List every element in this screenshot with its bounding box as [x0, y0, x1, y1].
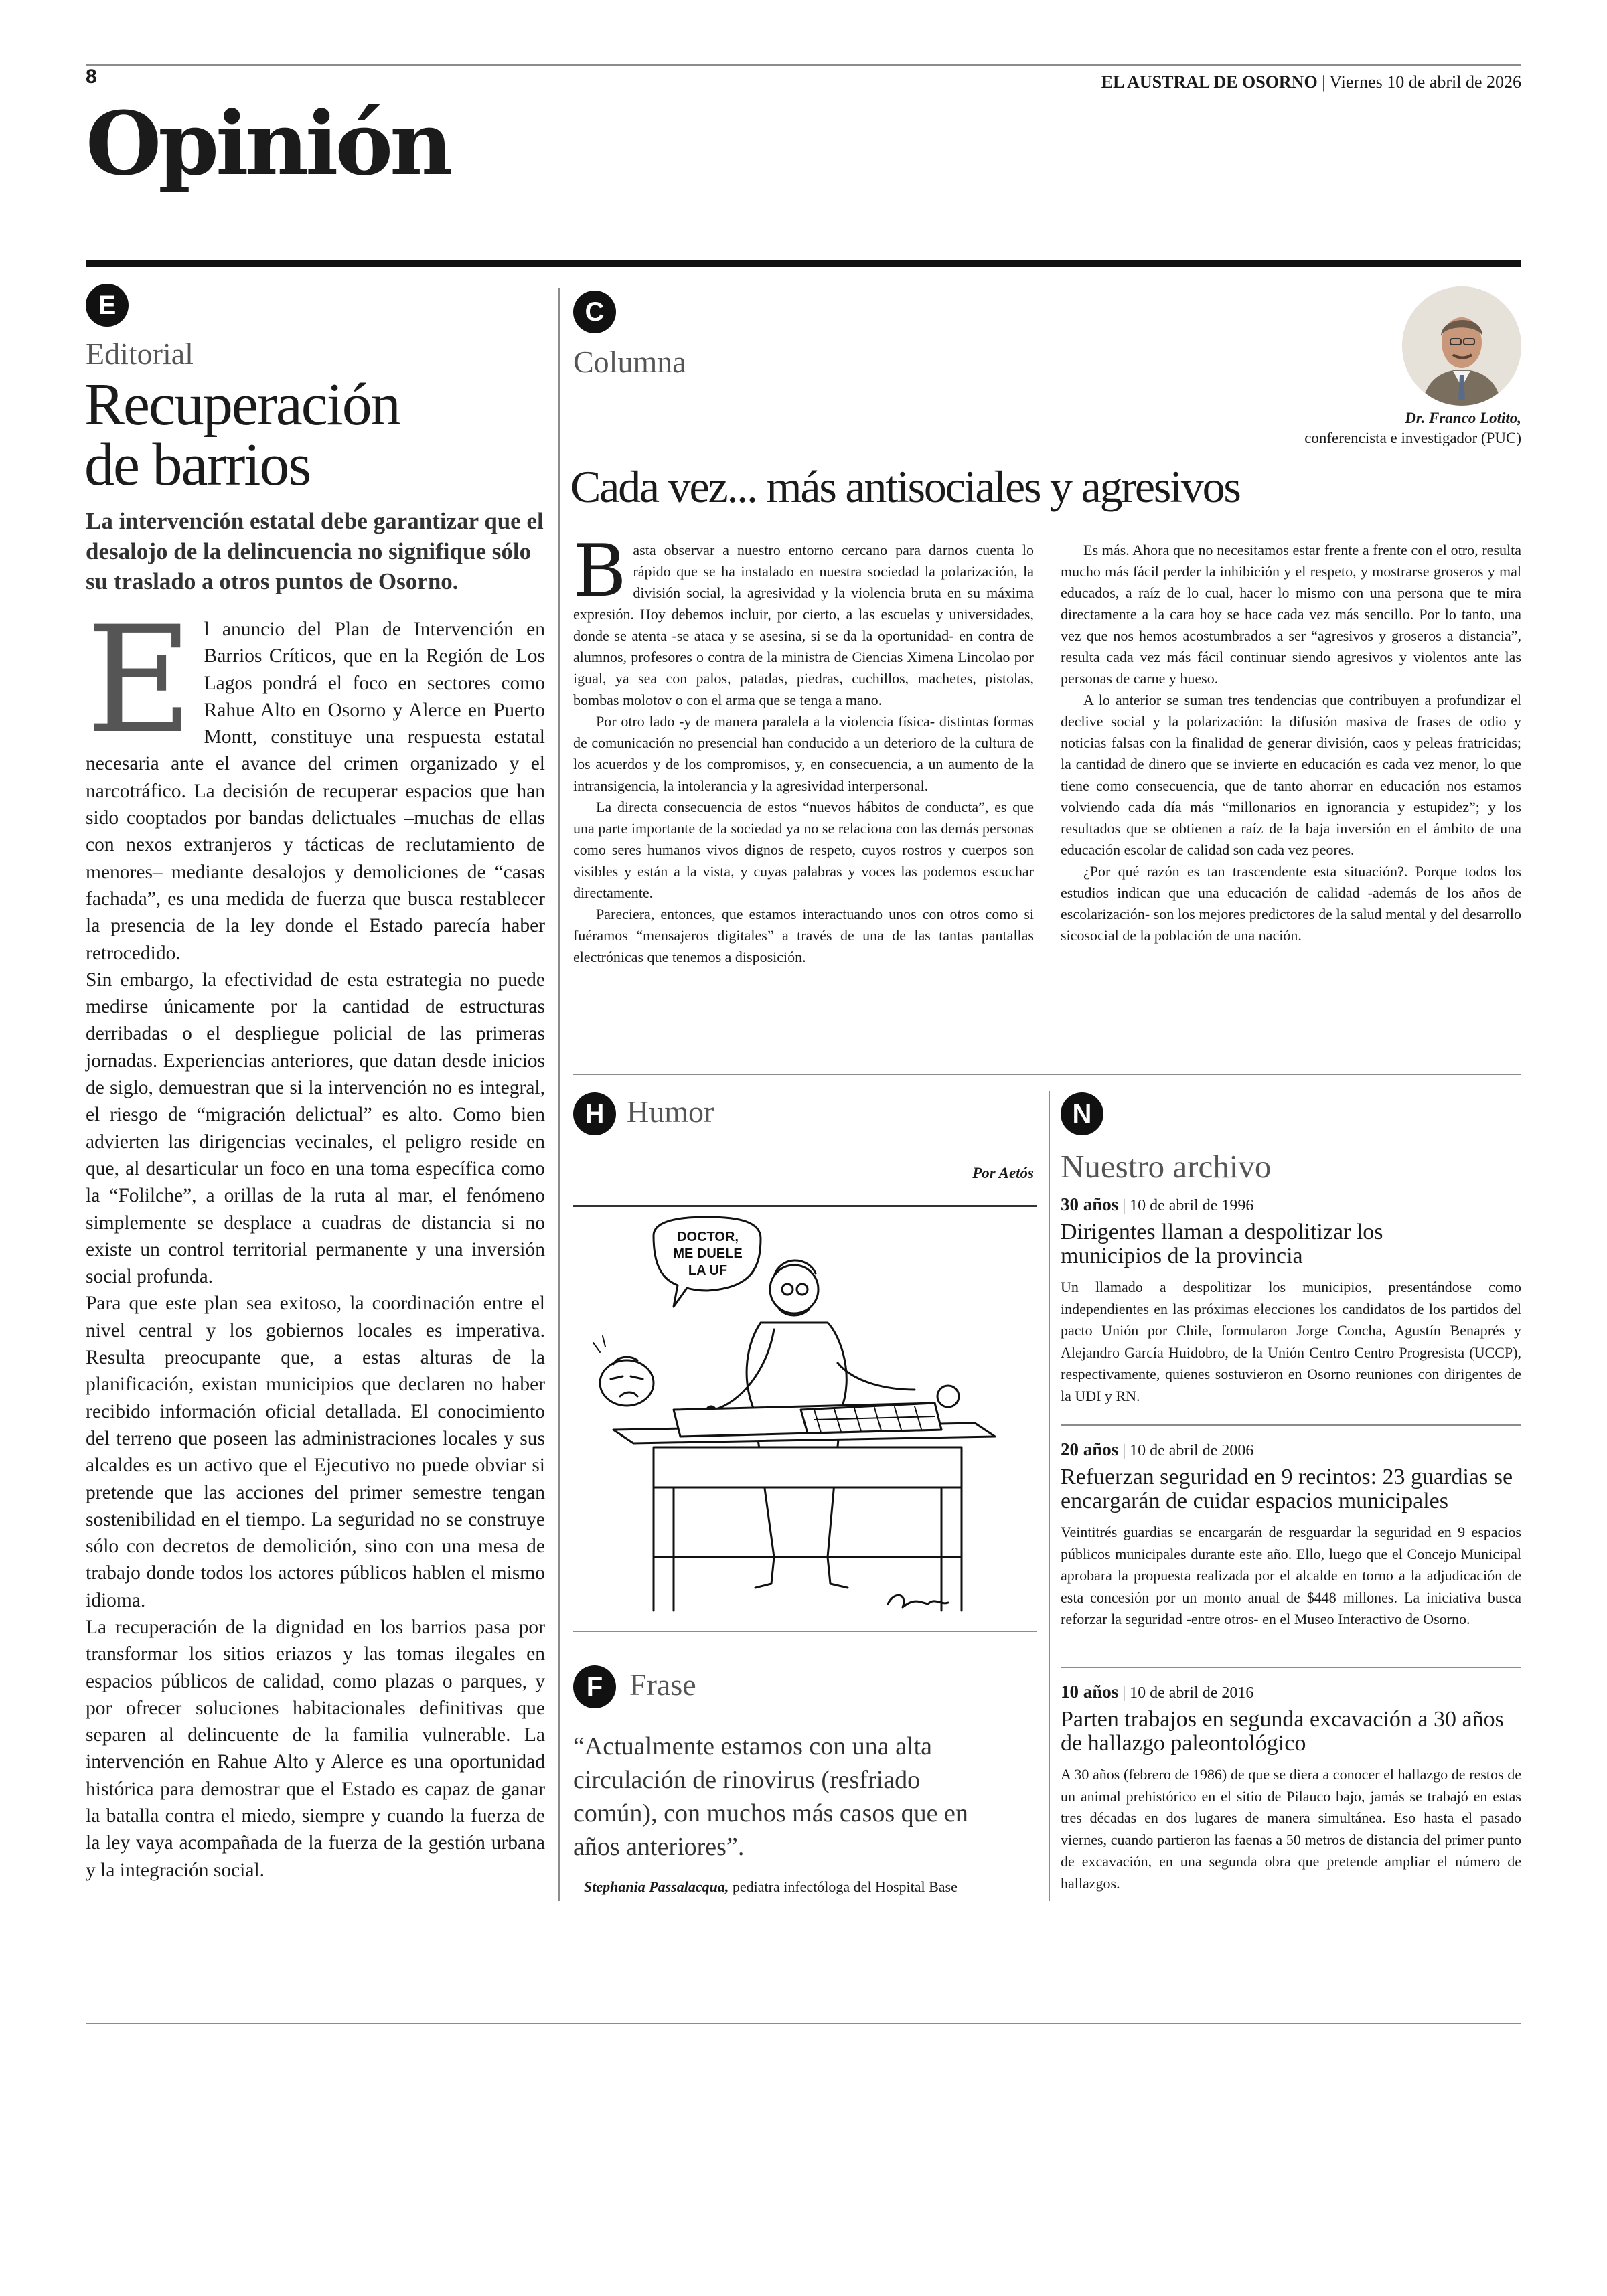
- column-badge: C: [573, 291, 616, 333]
- archive-item-title: Dirigentes llaman a despolitizar los municipios de la provincia: [1061, 1220, 1383, 1268]
- archive-item-date: 10 de abril de 1996: [1130, 1197, 1254, 1214]
- editorial-title: [84, 372, 400, 498]
- editorial-paragraph-4: La recuperación de la dignidad en los barrios pasa por transformar los sitios eriazos y las tomas ilegales en espacios públicos de calidad, como plazas o parques, y por ofrecer soluciones habitacionales definitivas que separen al delincuente de la familia vulnerable. La intervención en Rahue Alto y Alerce es una oportunidad histórica para demostrar que el Estado es capaz de ganar la batalla contra el miedo, siempre y cuando la fuerza de la ley vaya acompañada de la fuerza de la gestión urbana y la integración social.: [86, 1616, 545, 1881]
- column-drop-cap: B: [573, 529, 627, 613]
- archive-item-years: 10 años: [1061, 1682, 1119, 1702]
- archive-rule-2: [1061, 1667, 1521, 1668]
- archive-kicker: Nuestro archivo: [1061, 1148, 1272, 1185]
- cartoon-doctor-patient-icon: [573, 1209, 1037, 1624]
- column-body-right: [1061, 540, 1521, 947]
- archive-item-header: 20 años | 10 de abril de 2006: [1061, 1439, 1254, 1459]
- archive-badge: N: [1061, 1092, 1103, 1135]
- editorial-drop-cap: E: [86, 594, 194, 766]
- humor-credit: Por Aetós: [972, 1165, 1034, 1181]
- footer-rule: [86, 2023, 1521, 2024]
- editorial-paragraph-3: Para que este plan sea exitoso, la coordinación entre el nivel central y los gobiernos locales es imperativa. Resulta preocupante que, a estas alturas de la planificación, existan municipios que declaren no haber recibido información oficial detallada. El conocimiento del terreno que poseen las administraciones locales y sus alcaldes es un activo que el Ejecutivo no puede obviar si pretende que las acciones del primer semestre tengan sostenibilidad en el tiempo. La seguridad no se construye sólo con decretos de demolición, sino con una mesa de trabajo donde todos los actores públicos hablen el mismo idioma.: [86, 1293, 545, 1611]
- humor-cartoon: [573, 1209, 1037, 1624]
- editorial-kicker: Editorial: [86, 337, 194, 371]
- cartoon-bubble-line-1: DOCTOR,: [677, 1230, 739, 1244]
- column-right-paragraph-3: ¿Por qué razón es tan trascendente esta situación?. Porque todos los estudios indican que una educación de calidad -además de los años de escolarización- son los mejores predictores de la salud mental y del desarrollo sicosocial de la población de una nación.: [1061, 863, 1521, 944]
- top-rule: [86, 64, 1521, 66]
- editorial-paragraph-2: Sin embargo, la efectividad de esta estrategia no puede medirse únicamente por la cantidad de estructuras derribadas o el despliegue policial de las primeras jornadas. Experiencias anteriores, que datan desde inicios de siglo, demuestran que si la intervención no es integral, el riesgo de “migración delictual” es alto. Como bien advierten las dirigencias vecinales, el peligro reside en que, al desarticular un foco en una toma específica como la “Folilche”, a orillas de la ruta al mar, el fenómeno simplemente se desplace a cuadras de distancia si no existe un control territorial permanente y una inversión social profunda.: [86, 969, 545, 1288]
- frase-kicker: Frase: [629, 1667, 696, 1702]
- column-left-paragraph-3: La directa consecuencia de estos “nuevos hábitos de conducta”, es que una parte importante de la sociedad ya no se relaciona con las demás personas como seres humanos vivos dignos de respeto, cuyos rostros y cuerpos son visibles y están a la vista, y cuyas palabras y voces las podemos escuchar directamente.: [573, 799, 1034, 901]
- archive-item-header: 10 años | 10 de abril de 2016: [1061, 1682, 1254, 1702]
- frase-role: pediatra infectóloga del Hospital Base: [729, 1878, 958, 1895]
- cartoon-bubble-line-3: LA UF: [688, 1263, 728, 1278]
- editorial-subtitle: La intervención estatal debe garantizar que el desalojo de la delincuencia no signifique sólo su traslado a otros puntos de Osorno.: [86, 508, 544, 594]
- humor-badge: H: [573, 1092, 616, 1135]
- section-rule: [86, 260, 1521, 267]
- frase-badge: F: [573, 1665, 616, 1708]
- column-title: Cada vez... más antisociales y agresivos: [570, 461, 1240, 512]
- cartoon-bubble-line-2: ME DUELE: [673, 1246, 743, 1261]
- author-role: conferencista e investigador (PUC): [1304, 430, 1521, 446]
- archive-item-body: A 30 años (febrero de 1986) de que se diera a conocer el hallazgo de restos de un animal prehistórico en el sitio de Pilauco bajo, jamás se trabajó en estas tres décadas en dos lugares de manera simultánea. Eso hasta el pasado viernes, cuando partieron las faenas a 50 metros de distancia del primer punto de excavación, en una segunda obra que pretende ampliar el número de hallazgos.: [1061, 1766, 1521, 1892]
- editorial-badge: E: [86, 284, 129, 327]
- editorial-paragraph-1: l anuncio del Plan de Intervención en Barrios Críticos, que en la Región de Los Lagos pondrá el foco en sectores como Rahue Alto en Osorno y Alerce en Puerto Montt, constituye una respuesta estatal necesaria ante el avance del crimen organizado y el narcotráfico. La decisión de recuperar espacios que han sido cooptados por bandas delictuales –muchas de ellas con nexos extranjeros y tácticas de reclutamiento de menores– mediante desalojos y demoliciones de “casas fachada”, es una medida de fuerza que busca restablecer la presencia de la ley donde el Estado parecía haber retrocedido.: [86, 619, 545, 964]
- section-title: Opinión: [86, 92, 450, 195]
- archive-item: [1061, 1439, 1521, 1631]
- archive-item-date: 10 de abril de 2006: [1130, 1442, 1254, 1459]
- column-right-paragraph-2: A lo anterior se suman tres tendencias que contribuyen a profundizar el declive social y la polarización: la difusión masiva de frases de odio y noticias falsas con la finalidad de generar división, caos y peleas fratricidas; la cantidad de dinero que se invierte en educación es cada vez menor, lo que tiene como consecuencia, que de tanto ahorrar en educación nos estamos volviendo cada día más “millonarios en ignorancia y estupidez”; y los resultados que se obtienen a raíz de la baja inversión en el ámbito de una educación escolar de calidad son cada vez peores.: [1061, 691, 1521, 858]
- frase-author: Stephania Passalacqua,: [584, 1878, 729, 1895]
- column-right-paragraph-1: Es más. Ahora que no necesitamos estar frente a frente con el otro, resulta mucho más fácil perder la inhibición y el respeto, y mostrarse groseros y mal educados, a raíz de lo cual, hacer lo mismo con una persona que te mira directamente a la cara hoy se hace cada vez más sencillo. Por lo tanto, una vez que nos hemos acostumbrados a ser “agresivos y groseros a distancia”, resulta cada vez más fácil continuar siendo agresivos y violentos ante las personas de carne y hueso.: [1061, 542, 1521, 687]
- archive-item-date: 10 de abril de 2016: [1130, 1684, 1254, 1702]
- archive-item-years: 20 años: [1061, 1439, 1119, 1459]
- archive-item-title: Refuerzan seguridad en 9 recintos: 23 guardias se encargarán de cuidar espacios municipales: [1061, 1465, 1513, 1513]
- cartoon-speech-bubble: [652, 1229, 763, 1279]
- archive-item-header: 30 años | 10 de abril de 1996: [1061, 1194, 1254, 1214]
- archive-item-body: Un llamado a despolitizar los municipios, presentándose como independientes en las próximas elecciones los candidatos de los partidos del pacto Unión por Chile, formularon Jorge Concha, Agustín Benaprés y Alejandro García Huidobro, de la Unión Centro Centro Progresista (UCCP), respectivamente, quienes sostuvieron en Osorno reuniones con dirigentes de la UDI y RN.: [1061, 1279, 1521, 1404]
- column-left-paragraph-1: asta observar a nuestro entorno cercano para darnos cuenta lo rápido que se ha instalado en nuestra sociedad la polarización, la división social, la agresividad y la violencia bruta en su máxima expresión. Hoy debemos incluir, por cierto, a las escuelas y universidades, donde se atenta -se ataca y se asesina, si se da la oportunidad- en contra de alumnos, profesores o contra de la ministra de Ciencias Ximena Lincolao por igual, ya sea con palos, patadas, piedras, cuchillos, machetes, pistolas, bombas molotov o con el arma que se tenga a mano.: [573, 542, 1034, 708]
- archive-rule-1: [1061, 1424, 1521, 1426]
- humor-top-rule: [573, 1205, 1037, 1207]
- archive-item: [1061, 1194, 1521, 1407]
- editorial-title-line2: de barrios: [84, 432, 311, 498]
- column-left-paragraph-4: Pareciera, entonces, que estamos interactuando unos con otros como si fuéramos “mensajeros digitales” a través de una de las tantas pantallas electrónicas que tenemos a disposición.: [573, 906, 1034, 965]
- column-left-paragraph-2: Por otro lado -y de manera paralela a la violencia física- distintas formas de comunicación no presencial han conducido a un deterioro de la cultura de los acuerdos y de los compromisos, y, en consecuencia, a un aumento de la intransigencia, la intolerancia y la agresividad interpersonal.: [573, 713, 1034, 794]
- editorial-body: [86, 594, 545, 1884]
- archive-divider: [1049, 1091, 1050, 1901]
- humor-bottom-rule: [573, 1631, 1037, 1632]
- publication-info: EL AUSTRAL DE OSORNO | Viernes 10 de abril de 2026: [1101, 72, 1521, 92]
- humor-kicker: Humor: [627, 1094, 714, 1129]
- column-kicker: Columna: [573, 345, 686, 379]
- archive-item-body: Veintitrés guardias se encargarán de resguardar la seguridad en 9 espacios públicos municipales durante este año. Ello, luego que el Concejo Municipal aprobara la propuesta realizada por el alcalde en torno a la adjudicación de esta concesión por un monto anual de $448 millones. La iniciativa busca reforzar la seguridad -entre otros- en el Museo Interactivo de Osorno.: [1061, 1524, 1521, 1627]
- archive-item: [1061, 1682, 1521, 1894]
- archive-item-years: 30 años: [1061, 1194, 1119, 1214]
- frase-quote: “Actualmente estamos con una alta circulación de rinovirus (resfriado común), con muchos más casos que en años anteriores”.: [573, 1732, 968, 1861]
- column-divider: [558, 288, 560, 1901]
- author-name: Dr. Franco Lotito,: [1405, 410, 1521, 426]
- column-bottom-rule: [573, 1074, 1521, 1075]
- page-number: 8: [86, 66, 97, 88]
- publication-name: EL AUSTRAL DE OSORNO: [1101, 72, 1318, 92]
- publication-date: Viernes 10 de abril de 2026: [1329, 72, 1521, 92]
- frase-caption: [584, 1878, 958, 1896]
- editorial-title-line1: Recuperación: [84, 372, 400, 438]
- author-portrait-icon: [1402, 286, 1521, 406]
- archive-item-title: Parten trabajos en segunda excavación a 30 años de hallazgo paleontológico: [1061, 1707, 1504, 1756]
- author-photo: [1402, 286, 1521, 406]
- column-body-left: [573, 529, 1034, 968]
